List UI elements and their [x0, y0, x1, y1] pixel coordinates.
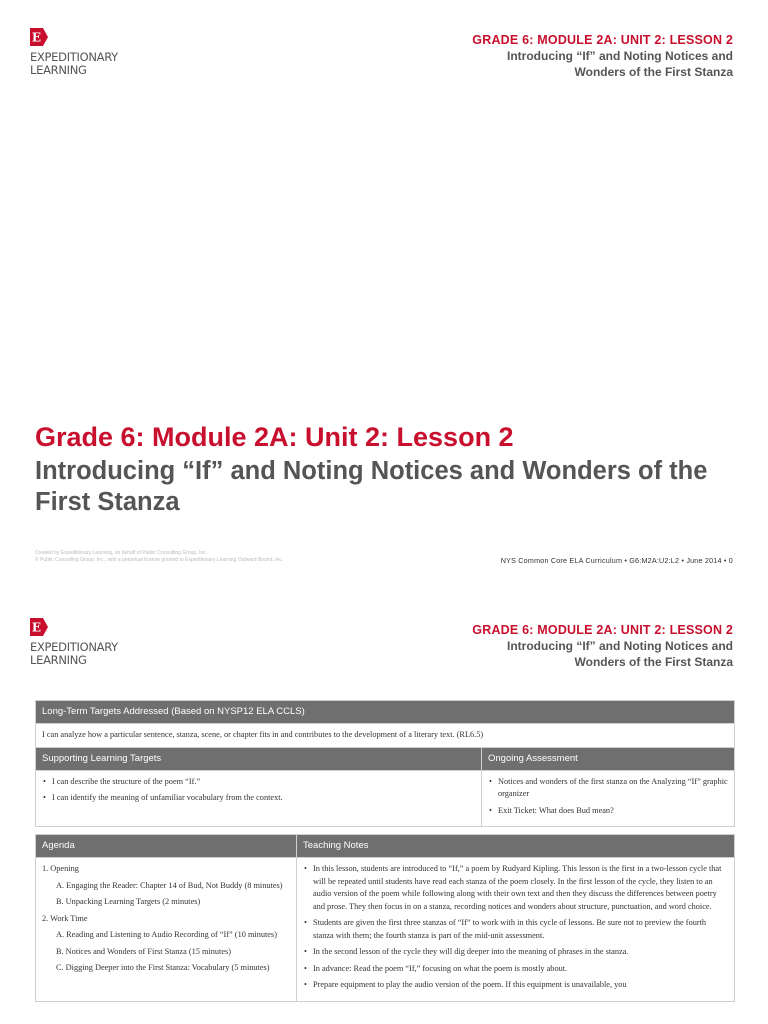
svg-text:E: E: [31, 620, 42, 635]
logo-line-1: EXPEDITIONARY: [30, 640, 118, 654]
list-item: • I can identify the meaning of unfamiliar vocabulary from the context.: [42, 792, 475, 805]
logo-line-2: LEARNING: [30, 63, 87, 77]
list-item: • Notices and wonders of the first stanza on the Analyzing “If” graphic organizer: [488, 776, 728, 801]
list-item: • I can describe the structure of the poem “If.”: [42, 776, 475, 789]
expeditionary-learning-logo-icon: [30, 28, 48, 46]
supporting-targets-cell: [36, 770, 482, 827]
cover-title: [35, 420, 735, 518]
agenda-table: [35, 834, 735, 1002]
targets-table: [35, 700, 735, 827]
teaching-note: • In advance: Read the poem “If,” focusing on what the poem is mostly about.: [303, 963, 728, 976]
logo: [30, 618, 140, 667]
header-title: Introducing “If” and Noting Notices and Wonders of the First Stanza: [507, 639, 733, 669]
logo: [30, 28, 140, 77]
ongoing-assessment-cell: [482, 770, 735, 827]
agenda-item: 1. Opening A. Engaging the Reader: Chapter 14 of Bud, Not Buddy (8 minutes) B. Unpacking Learning Targets (2 minutes): [42, 863, 290, 909]
agenda-subitem: B. Unpacking Learning Targets (2 minutes): [56, 897, 201, 906]
expeditionary-learning-logo-icon: [30, 618, 48, 636]
supporting-targets-header: Supporting Learning Targets: [36, 747, 482, 770]
teaching-note: • In this lesson, students are introduced to “If,” a poem by Rudyard Kipling. This lesson is the first in a two-lesson cycle that will be repeated until students have read each stanza of the poem closely. In the first lesson of the cycle, they listen to an audio version of the poem while following along with their own text and then they discuss the differences between poetry and prose. They then focus in on a stanza, recording notices and wonders about structure, punctuation, and word choice.: [303, 863, 728, 913]
agenda-subitem: C. Digging Deeper into the First Stanza: Vocabulary (5 minutes): [56, 963, 270, 972]
agenda-header: Agenda: [36, 835, 297, 858]
cover-grade: Grade 6: Module 2A: Unit 2: Lesson 2: [35, 422, 514, 452]
cover-subtitle: Introducing “If” and Noting Notices and Wonders of the First Stanza: [35, 457, 708, 516]
long-term-target-text: I can analyze how a particular sentence, stanza, scene, or chapter fits in and contributes to the development of a literary text. (RL6.5): [36, 724, 735, 748]
logo-line-1: EXPEDITIONARY: [30, 50, 118, 64]
teaching-notes-cell: [297, 858, 735, 1002]
agenda-subitem: A. Reading and Listening to Audio Recording of “If” (10 minutes): [56, 930, 277, 939]
credit-text: Created by Expeditionary Learning, on behalf of Public Consulting Group, Inc. © Public Consulting Group, Inc., with a perpetual license granted to Expeditionary Learning Outward Bound, Inc.: [35, 550, 284, 563]
list-item: • Exit Ticket: What does Bud mean?: [488, 805, 728, 818]
header-grade: GRADE 6: MODULE 2A: UNIT 2: LESSON 2: [472, 623, 733, 637]
teaching-notes-header: Teaching Notes: [297, 835, 735, 858]
long-term-targets-header: Long-Term Targets Addressed (Based on NYSP12 ELA CCLS): [36, 701, 735, 724]
page-header: [313, 32, 733, 80]
teaching-note: • In the second lesson of the cycle they will dig deeper into the meaning of phrases in the stanza.: [303, 946, 728, 959]
svg-text:E: E: [31, 30, 42, 45]
logo-line-2: LEARNING: [30, 653, 87, 667]
page-header: [313, 622, 733, 670]
lesson-page: [0, 590, 768, 1024]
agenda-item: 2. Work Time A. Reading and Listening to Audio Recording of “If” (10 minutes) B. Notices and Wonders of First Stanza (15 minutes) C. Digging Deeper into the First Stanza: Vocabulary (5 minutes): [42, 913, 290, 975]
header-title: Introducing “If” and Noting Notices and Wonders of the First Stanza: [507, 49, 733, 79]
teaching-note: • Prepare equipment to play the audio version of the poem. If this equipment is unavailable, you: [303, 979, 728, 992]
ongoing-assessment-header: Ongoing Assessment: [482, 747, 735, 770]
page-footer: NYS Common Core ELA Curriculum • G6:M2A:U2:L2 • June 2014 • 0: [500, 556, 733, 565]
agenda-subitem: A. Engaging the Reader: Chapter 14 of Bud, Not Buddy (8 minutes): [56, 880, 283, 890]
agenda-subitem: B. Notices and Wonders of First Stanza (15 minutes): [56, 946, 231, 956]
teaching-note: • Students are given the first three stanzas of “If” to work with in this cycle of lessons. Be sure not to preview the fourth stanza with them; the fourth stanza is part of the mid-unit assessment.: [303, 917, 728, 942]
header-grade: GRADE 6: MODULE 2A: UNIT 2: LESSON 2: [472, 33, 733, 47]
agenda-cell: [36, 858, 297, 1002]
